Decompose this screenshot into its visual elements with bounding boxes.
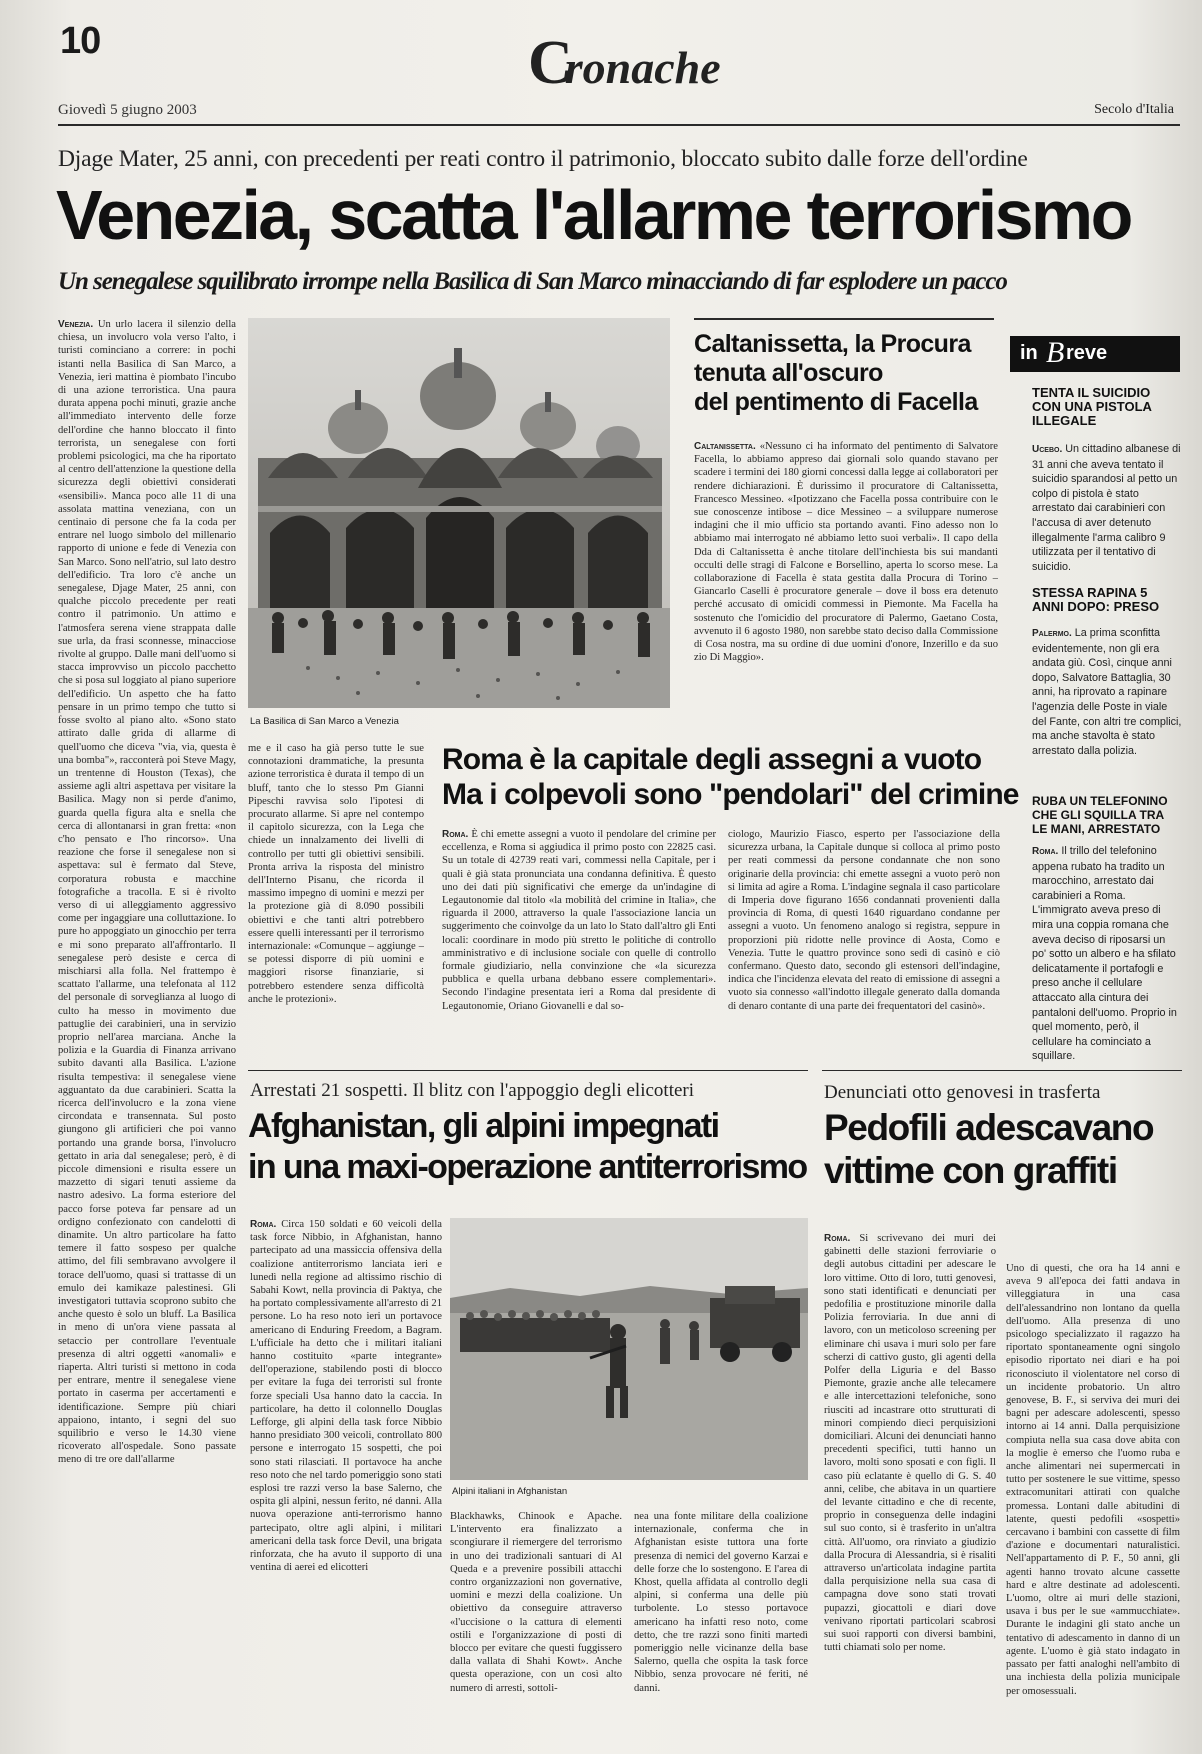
roma-headline	[442, 742, 1019, 812]
roma-column-2	[728, 828, 1000, 1060]
pedofili-rule	[822, 1070, 1182, 1071]
afghan-title-line-1: Afghanistan, gli alpini impegnati	[248, 1107, 719, 1145]
pedofili-column-2	[1006, 1262, 1180, 1754]
lead-kicker: Djage Mater, 25 anni, con precedenti per reati contro il patrimonio, bloccato subito dalle forze dell'ordine	[58, 146, 1028, 172]
roma-text-1: È chi emette assegni a vuoto il pendolare del crimine per eccellenza, e Roma si aggiudica il primo posto con 22825 casi. Su un totale di 42739 reati vari, commessi nella Capitale, per i quali è già stata pronunciata una condanna definitiva. È questo uno dei dati più significativi che emerge da un'indagine di Legautonomie dal titolo «la mobilità del crimine in Italia», che riguarda il 2000, attraverso la quale l'associazione lancia un suggerimento che coinvolge da un lato lo Stato dall'altro gli Enti locali: coordinare in modo più stretto le politiche di controllo amministrativo e di inclusione sociale con quelle di controllo formale giudiziario, nella convinzione che «la sicurezza pubblica e quella urbana debbano essere complementari». Secondo l'indagine presentata ieri a Roma dal presidente di Legautonomie, Oriano Giovanelli e dal so-	[442, 829, 716, 1012]
afghan-text-3: nea una fonte militare della coalizione internazionale, conferma che in Afghanistan esiste tuttora una forte presenza di nemici del governo Karzai e delle forze che lo sostengono. E l'area di Khost, quella affidata al controllo degli alpini, si conferma una delle più turbolente. Lo stesso portavoce americano ha infatti reso noto, come detto, che tre razzi sono finiti martedì pomeriggio nelle vicinanze della base Salerno, quella che ospita la task force Nibbio, senza provocare né feriti, né danni.	[634, 1511, 808, 1694]
pedofili-kicker: Denunciati otto genovesi in trasferta	[824, 1082, 1101, 1103]
lead-headline: Venezia, scatta l'allarme terrorismo	[56, 176, 1131, 254]
brief-body-3: Il trillo del telefonino appena rubato ha tradito un marocchino, arrestato dai carabinieri a Roma. L'immigrato aveva preso di mira una coppia romana che aveva deciso di riposarsi un po' sotto un albero e ha sfilato delicatamente il portafogli e preso anche il cellulare attaccato alla cintura dei pantaloni dell'uomo. Proprio in quel momento, però, il cellulare ha cominciato a squillare.	[1032, 845, 1177, 1063]
brief-title-2: STESSA RAPINA 5 ANNI DOPO: PRESO	[1032, 585, 1160, 614]
afghan-column-1	[250, 1218, 442, 1754]
section-initial: C	[528, 29, 565, 97]
inbreve-label-rest: reve	[1066, 342, 1108, 364]
issue-date: Giovedì 5 giugno 2003	[58, 102, 197, 118]
caltanissetta-dateline: Caltanissetta.	[694, 441, 756, 452]
afghan-photo-caption: Alpini italiani in Afghanistan	[452, 1486, 568, 1497]
basilica-illustration	[248, 318, 670, 708]
pedofili-headline	[824, 1106, 1184, 1192]
brief-dateline-2: Palermo.	[1032, 628, 1072, 639]
brief-body-1: Un cittadino albanese di 31 anni che aveva tentato il suicidio sparandosi al petto un colpo di pistola è stato arrestato dai carabinieri con l'accusa di aver detenuto illegalmente l'arma calibro 9 utilizzata per il tentativo di suicidio.	[1032, 443, 1181, 573]
brief-text-1	[1032, 442, 1182, 584]
afghan-kicker: Arrestati 21 sospetti. Il blitz con l'appoggio degli elicotteri	[250, 1080, 695, 1101]
alpini-illustration	[450, 1218, 808, 1480]
inbreve-badge	[1010, 336, 1180, 372]
pedofili-column-1	[824, 1232, 996, 1754]
caltanissetta-title-line-1: Caltanissetta, la Procura	[694, 330, 971, 358]
section-title	[528, 28, 721, 99]
lead-column-2	[248, 742, 424, 1060]
afghan-text-2: Blackhawks, Chinook e Apache. L'intervento era finalizzato a scongiurare il riemergere del terrorismo in uno dei tradizionali santuari di Al Queda e a prevenire possibili attacchi contro organizzazioni non governative, uomini e mezzi della coalizione. Un obiettivo da conseguire attraverso «l'uccisione o la cattura di elementi ostili e l'organizzazione di posti di blocco per evitare che questi fuggissero dalla vallata di Shahi Kowt». Anche questa operazione, con un così alto numero di arresti, sottoli-	[450, 1511, 622, 1694]
pedofili-text-1: Si scrivevano dei muri dei gabinetti delle stazioni ferroviarie o degli autobus cittadini per adescare le loro vittime. Otto di loro, tutti genovesi, sono stati identificati e denunciati per pedofilia e prostituzione minorile dalla Polizia ferroviaria. In due anni di lavoro, con un meticoloso screening per eliminare chi usava i muri solo per fare scherzi di cattivo gusto, gli agenti della Polfer della Liguria e del Basso Piemonte, grazie anche alle telecamere e alle intercettazioni telefoniche, sono riusciti ad incastrare otto strutturati di minori compiendo dieci perquisizioni domiciliari. Alcuni dei denunciati hanno precedenti specifici, tutti hanno un lavoro, molti sono sposati e con figli. Il caso più eclatante è quello di G. S. 40 anni, celibe, che abitava in un quartiere del levante cittadino e che di recente, proprio in conseguenza delle indagini sul suo conto, si è trasferito in un'altra città. All'uomo, ora rinviato a giudizio dalla Procura di Alessandria, si è risaliti attraverso un'articolata indagine partita dalla perquisizione nella sua casa di campagna dove sono stati trovati pupazzi, giocattoli e diari dove venivano riportati particolari scabrosi sui suoi rapporti con diversi bambini, tutti chiamati solo per nome.	[824, 1233, 996, 1654]
caltanissetta-text	[694, 440, 998, 702]
brief-item-3	[1032, 794, 1182, 1086]
brief-dateline-3: Roma.	[1032, 846, 1059, 857]
brief-text-3	[1032, 844, 1182, 1086]
caltanissetta-title-line-3: del pentimento di Facella	[694, 388, 978, 416]
pedofili-dateline: Roma.	[824, 1233, 851, 1244]
inbreve-label-b: B	[1046, 336, 1065, 369]
afghan-photo-alpini	[450, 1218, 808, 1480]
pedofili-title-line-1: Pedofili adescavano	[824, 1107, 1154, 1148]
inbreve-label-in: in	[1020, 342, 1038, 364]
lead-subtitle: Un senegalese squilibrato irrompe nella Basilica di San Marco minacciando di far esplodere un pacco	[58, 268, 1007, 295]
page-number: 10	[60, 20, 101, 62]
brief-item-1	[1032, 386, 1182, 584]
roma-title-line-2: Ma i colpevoli sono "pendolari" del crimine	[442, 778, 1019, 811]
roma-column-1	[442, 828, 716, 1060]
pedofili-text-2: Uno di questi, che ora ha 14 anni e aveva 9 all'epoca dei fatti andava in villeggiatura in una casa dell'alessandrino non lontano da quella dell'uomo. Alla presenza di uno psicologo specializzato il ragazzo ha riportato spontaneamente ogni singolo episodio riportato nei diari e ha poi riconosciuto il violentatore nel corso di un incidente probatorio. Un altro genovese, B. F., si serviva dei muri dei bagni per adescare adolescenti, spesso intorno ai 14 anni. Dalla perquisizione compiuta nella sua casa dove abita con la moglie è emerso che l'uomo ruba e anche alimentari nei supermercati in tutto per sostenere le sue vittime, spesso extracomunitari attirati con qualche promessa. Lontani dalle abitudini di latente, questi pedofili «sospetti» cercavano i bambini con cassette di film d'azione e documentari naturalistici. Nell'appartamento di P. F., 50 anni, gli agenti hanno trovato alcune cassette hard e altre destinate ad adolescenti. L'uomo, oltre ai muri delle stazioni, usava i bus per le sue «ammucchiate». Durante le indagini gli stato anche un tentativo di adescamento in danno di un agente. L'uomo è già stato indagato in passato per fatti analoghi nell'ambito di una inchiesta della polizia municipale per omosessuali.	[1006, 1263, 1180, 1697]
lead-dateline: Venezia.	[58, 319, 94, 330]
roma-text-2: ciologo, Maurizio Fiasco, esperto per l'associazione della sicurezza urbana, la Capitale dunque si colloca al primo posto per reati commessi da persone condannate che non sono originarie della provincia: chi emette assegni a vuoto però non si limita ad agire a Roma. L'indagine segnala il caso particolare di Imperia dove figurano 1656 condannati provenienti dalla provincia di Roma, di questi 1640 riguardano condanne per assegni a vuoto. Un fenomeno analogo si registra, seppure in proporzioni più ridotte nelle province di Aosta, Como e Venezia. Tutte le quattro province sono sedi di casinò e ciò confermano. Questo dato, secondo gli estensori dell'indagine, indica che l'incidenza elevata del reato di emissione di assegni a vuoto sia connesso «all'indotto illegale generato dalla domanda di denaro contante di una parte dei frequentatori del casinò».	[728, 829, 1000, 1012]
brief-body-2: La prima sconfitta evidentemente, non gli era andata giù. Così, cinque anni dopo, Salvatore Battaglia, 30 anni, ha riprovato a rapinare l'agenzia delle Poste in viale del Fante, con altri tre complici, ma anche stavolta è stato arrestato dalla polizia.	[1032, 627, 1182, 757]
pedofili-title-line-2: vittime con graffiti	[824, 1150, 1117, 1191]
brief-title-1: TENTA IL SUICIDIO CON UNA PISTOLA ILLEGALE	[1032, 385, 1152, 428]
caltanissetta-headline	[694, 330, 1004, 417]
roma-title-line-1: Roma è la capitale degli assegni a vuoto	[442, 743, 982, 776]
afghan-rule	[248, 1070, 808, 1071]
afghan-headline	[248, 1106, 828, 1188]
caltanissetta-rule	[694, 318, 994, 320]
brief-item-2	[1032, 586, 1182, 772]
caltanissetta-body: «Nessuno ci ha informato del pentimento di Salvatore Facella, lo abbiamo appreso dai giornali solo quando stavano per scadere i termini dei 180 giorni concessi dalla legge ai collaboratori per rendere dichiarazioni. È durissimo il procuratore di Caltanissetta, Francesco Messineo. «Ipotizzano che Facella possa contribuire con le sue conoscenze intibose – dice Messineo – a sviluppare numerose indagini che il mio ufficio sta portando avanti. Fino adesso non lo abbiamo mai interrogato né abbiamo letto suoi verbali». Il capo della Dda di Caltanissetta è anche titolare dell'inchiesta bis sui mandanti occulti delle stragi di Falcone e Borsellino, aperta lo scorso mese. La collaborazione di Facella è stata gestita dalla Procura di Torino – Giancarlo Caselli è procuratore generale – dove il boss era detenuto perché accusato di omicidi commessi in Piemonte. Ma Facella ha sostenuto che l'omicidio del procuratore di Palermo, Gaetano Costa, avvenuto il 6 agosto 1980, non sarebbe stato deciso dalla Commissione di Cosa nostra, ma su ordine di due uomini d'onore, Inzerillo e da suo zio Di Maggio».	[694, 441, 998, 664]
brief-text-2	[1032, 626, 1182, 772]
brief-title-3: RUBA UN TELEFONINO CHE GLI SQUILLA TRA LE MANI, ARRESTATO	[1032, 794, 1168, 836]
lead-photo-basilica	[248, 318, 670, 708]
caltanissetta-title-line-2: tenuta all'oscuro	[694, 359, 883, 387]
afghan-dateline: Roma.	[250, 1219, 277, 1230]
brief-dateline-1: Ucebo.	[1032, 444, 1063, 455]
section-rest: ronache	[564, 42, 721, 93]
afghan-text-1: Circa 150 soldati e 60 veicoli della task force Nibbio, in Afghanistan, hanno partecipato ad una massiccia offensiva della coalizione antiterrorismo lanciata ieri e lunedì nella regione ad altissimo rischio di Sabahi Kowt, nella provincia di Paktya, che ha portato complessivamente all'arresto di 21 persone. Lo ha reso noto ieri un portavoce americano di Enduring Freedom, a Bagram. L'ufficiale ha detto che i militari italiani hanno costituito «parte integrante» dell'operazione, stabilendo posti di blocco per evitare la fuga dei terroristi sul fronte forze speciali Usa hanno dato la caccia. In particolare, ha detto il colonnello Douglas Lefforge, gli alpini della task force Nibbio hanno presidiato 300 veicoli, controllato 800 persone e interrogato 15 sospetti, che poi sono stati rilasciati. Il portavoce ha anche reso noto che nel tardo pomeriggio sono stati esplosi tre razzi verso la base Salerno, che ospita gli alpini, nessun ferito, né danni. Alla nuova operazione anti-terrorismo hanno partecipato, oltre agli alpini, i militari americani della task force Devil, una brigata rinforzata, che ha avuto il supporto di una ventina di aerei ed elicotteri	[250, 1219, 442, 1574]
lead-photo-caption: La Basilica di San Marco a Venezia	[250, 716, 399, 727]
afghan-title-line-2: in una maxi-operazione antiterrorismo	[248, 1148, 807, 1186]
masthead-rule	[58, 124, 1180, 126]
lead-column-1	[58, 318, 236, 1754]
afghan-column-2	[450, 1510, 622, 1754]
lead-text-2: me e il caso ha già perso tutte le sue connotazioni drammatiche, la presunta azione terroristica è durata il tempo di un bluff, tanto che lo stesso Pm Gianni Pipeschi ravvisa solo l'ipotesi di procurato allarme. Si apre nel contempo il capitolo sicurezza, con la Lega che chiede un innalzamento dei livelli di controllo per tutti gli obiettivi sensibili. Pronta arriva la risposta del ministro dell'Interno Pisanu, che ricorda il massimo impegno di uomini e mezzi per la protezione già di 8.090 possibili obiettivi e che tanti altri potrebbero essere quelli interessanti per il terrorismo internazionale: «Comunque – aggiunge – se potessi disporre di più uomini e maggiori risorse finanziarie, si potrebbero estendere senza difficoltà anche le protezioni».	[248, 743, 424, 1005]
roma-dateline: Roma.	[442, 829, 469, 840]
lead-text-1: Un urlo lacera il silenzio della chiesa, un involucro vola verso l'alto, i turisti cominciano a correre: in pochi istanti nella Basilica di San Marco, a Venezia, ieri mattina è piombato l'incubo di una azione terroristica. Una paura durata appena pochi minuti, grazie anche all'immediato intervento delle forze dell'ordine che hanno bloccato il finto terrorista, un senegalese con forti problemi psicologici, ma che ha riportato al centro dell'attenzione la questione della sicurezza degli obiettivi considerati «sensibili». Manca poco alle 11 di una assolata mattina veneziana, con un centinaio di persone che fa la coda per entrare nel luogo simbolo del millenario rapporto di unione e fede di Venezia con San Marco. Sono nell'atrio, sul lato destro dell'edificio. Tra loro c'è anche un senegalese, Djage Mater, 25 anni, con qualche piccolo precedente per reati contro il patrimonio. Un attimo e l'atmosfera serena viene strappata dalle sue urla, da frasi sconnesse, minacciose rivolte al gruppo. Dalle mani dell'uomo si stacca improvviso un piccolo pacchetto che si posa sul loggiato al piano superiore dell'edificio. Un aspetto che ha fatto pensare in un primo tempo che tutto si fosse svolto al piano alto. «Sono stato attirato dalle grida di allarme di quell'uomo che diceva "via, via, questa è una bomba"», racconterà poi Steve Magy, un trentenne di Houston (Texas), che assieme agli altri aspettava per visitare la Basilica. Magy non si perde d'animo, guarda quella figura alta e snella che cerca di allontanarsi in gran fretta: «non c'ho pensato e l'ho rincorso». Una reazione che forse il senegalese non si aspettava: sul è fermato dal Steve, corporatura robusta e macchine fotografiche a tracolla. E si è rivolto verso di ui alleggiamento aggressivo come per ingaggiare una colluttazione. Io pure ho appoggiato un ginocchio per terra e mi sono preparato all'affrontarlo. Il senegalese però desiste e cerca di mischiarsi alla folla. Nel frattempo è scattato l'allarme, una telefonata al 112 del personale di sorveglianza al luogo di culto ha messo in movimento due pattuglie dei carabinieri, una in servizio proprio nell'area marciana. Anche la polizia e la Guardia di Finanza arrivano subito davanti alla Basilica. L'azione risulta tempestiva: il senegalese viene agguantato da due carabinieri. Scatta la ricerca dell'involucro e la zona viene circondata e transennata. Sul posto giungono gli artificieri che poi vanno portando una grande borsa, l'involucro gettato in aria dal senegalese; però, è di piccole dimensioni e risulta essere un mazzetto di sigari tenuti assieme da nastro adesivo. La forma esteriore del pacco forse poteva far pensare ad un ordigno confezionato con candelotti di dinamite. Un altro particolare ha fatto temere il fatto sospeso per qualche attimo, del fili sembravano avvolgere il torace dell'uomo, quasi si trattasse di un emulo dei kamikaze palestinesi. Gli investigatori tuttavia scoprono subito che anche questo è solo un bluff. La Basilica in meno di un'ora viene passata al setaccio per controllare l'eventuale presenza di altri oggetti «anomali» e riaperta. Altri turisti si mettono in coda per entrare, mentre il senegalese viene portato in caserma per accertamenti e identificazione. Sempre più chiari appaiono, intanto, i segni del suo squilibrio e verso le 14.30 viene ricoverato all'ospedale. Sono passate meno di tre ore dall'allarme	[58, 319, 236, 1466]
paper-name: Secolo d'Italia	[1094, 102, 1174, 117]
afghan-column-3	[634, 1510, 808, 1754]
